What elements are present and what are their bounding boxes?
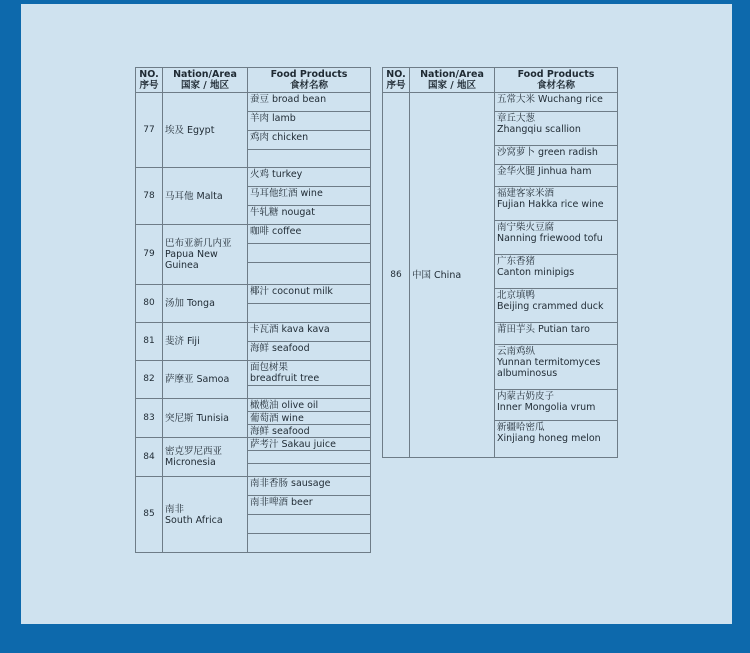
food-cell: 椰汁 coconut milk — [248, 285, 371, 304]
table-row — [136, 477, 371, 496]
food-cell: 羊肉 lamb — [248, 112, 371, 131]
food-cell: 鸡肉 chicken — [248, 131, 371, 150]
food-cell — [248, 263, 371, 285]
table-row — [136, 93, 371, 112]
header-row — [136, 68, 371, 93]
table-row — [136, 285, 371, 304]
food-cell — [248, 464, 371, 477]
table-row — [136, 168, 371, 187]
nation-cell: 萨摩亚 Samoa — [163, 361, 248, 399]
header-nation: Nation/Area 国家 / 地区 — [410, 68, 495, 93]
food-cell — [248, 386, 371, 399]
row-number: 78 — [136, 168, 163, 225]
food-cell: 金华火腿 Jinhua ham — [495, 165, 618, 187]
table-row — [136, 323, 371, 342]
food-cell — [248, 150, 371, 168]
food-cell: 蚕豆 broad bean — [248, 93, 371, 112]
row-number: 79 — [136, 225, 163, 285]
row-number: 84 — [136, 438, 163, 477]
nation-cell: 中国 China — [410, 93, 495, 458]
content-panel — [21, 4, 732, 624]
row-number: 83 — [136, 399, 163, 438]
food-cell: 咖啡 coffee — [248, 225, 371, 244]
row-number: 82 — [136, 361, 163, 399]
food-cell: 北京填鸭 Beijing crammed duck — [495, 289, 618, 323]
food-cell: 萨考汁 Sakau juice — [248, 438, 371, 451]
food-cell: 莆田芋头 Putian taro — [495, 323, 618, 345]
food-cell: 马耳他红酒 wine — [248, 187, 371, 206]
food-cell: 广东香猪 Canton minipigs — [495, 255, 618, 289]
food-cell: 新疆哈密瓜 Xinjiang honeg melon — [495, 421, 618, 458]
table-body-right — [383, 93, 618, 458]
food-cell — [248, 515, 371, 534]
food-cell: 葡萄酒 wine — [248, 412, 371, 425]
food-table-left — [135, 67, 371, 553]
food-cell: 海鲜 seafood — [248, 425, 371, 438]
header-no: NO. 序号 — [383, 68, 410, 93]
food-cell: 五常大米 Wuchang rice — [495, 93, 618, 112]
food-table-right — [382, 67, 618, 458]
header-row — [383, 68, 618, 93]
food-cell: 章丘大葱 Zhangqiu scallion — [495, 112, 618, 146]
table-row — [383, 93, 618, 112]
header-food: Food Products 食材名称 — [495, 68, 618, 93]
table-row — [136, 361, 371, 386]
nation-cell: 埃及 Egypt — [163, 93, 248, 168]
food-cell: 牛轧糖 nougat — [248, 206, 371, 225]
nation-cell: 突尼斯 Tunisia — [163, 399, 248, 438]
food-cell: 火鸡 turkey — [248, 168, 371, 187]
row-number: 77 — [136, 93, 163, 168]
food-cell: 福建客家米酒 Fujian Hakka rice wine — [495, 187, 618, 221]
row-number: 85 — [136, 477, 163, 553]
food-cell: 南非香肠 sausage — [248, 477, 371, 496]
nation-cell: 马耳他 Malta — [163, 168, 248, 225]
food-cell: 海鲜 seafood — [248, 342, 371, 361]
table-row — [136, 438, 371, 451]
food-cell: 沙窝萝卜 green radish — [495, 146, 618, 165]
food-cell: 南非啤酒 beer — [248, 496, 371, 515]
table-row — [136, 225, 371, 244]
food-cell — [248, 534, 371, 553]
nation-cell: 南非 South Africa — [163, 477, 248, 553]
header-food: Food Products 食材名称 — [248, 68, 371, 93]
food-cell — [248, 304, 371, 323]
food-cell: 橄榄油 olive oil — [248, 399, 371, 412]
row-number: 86 — [383, 93, 410, 458]
header-nation: Nation/Area 国家 / 地区 — [163, 68, 248, 93]
table-body-left — [136, 93, 371, 553]
table-row — [136, 399, 371, 412]
nation-cell: 巴布亚新几内亚 Papua New Guinea — [163, 225, 248, 285]
row-number: 80 — [136, 285, 163, 323]
header-no: NO. 序号 — [136, 68, 163, 93]
food-cell: 面包树果 breadfruit tree — [248, 361, 371, 386]
food-cell — [248, 244, 371, 263]
nation-cell: 汤加 Tonga — [163, 285, 248, 323]
food-cell: 云南鸡纵 Yunnan termitomyces albuminosus — [495, 345, 618, 390]
food-cell: 内蒙古奶皮子 Inner Mongolia vrum — [495, 390, 618, 421]
food-cell: 南宁柴火豆腐 Nanning friewood tofu — [495, 221, 618, 255]
food-cell: 卡瓦酒 kava kava — [248, 323, 371, 342]
nation-cell: 密克罗尼西亚 Micronesia — [163, 438, 248, 477]
nation-cell: 斐济 Fiji — [163, 323, 248, 361]
row-number: 81 — [136, 323, 163, 361]
food-cell — [248, 451, 371, 464]
